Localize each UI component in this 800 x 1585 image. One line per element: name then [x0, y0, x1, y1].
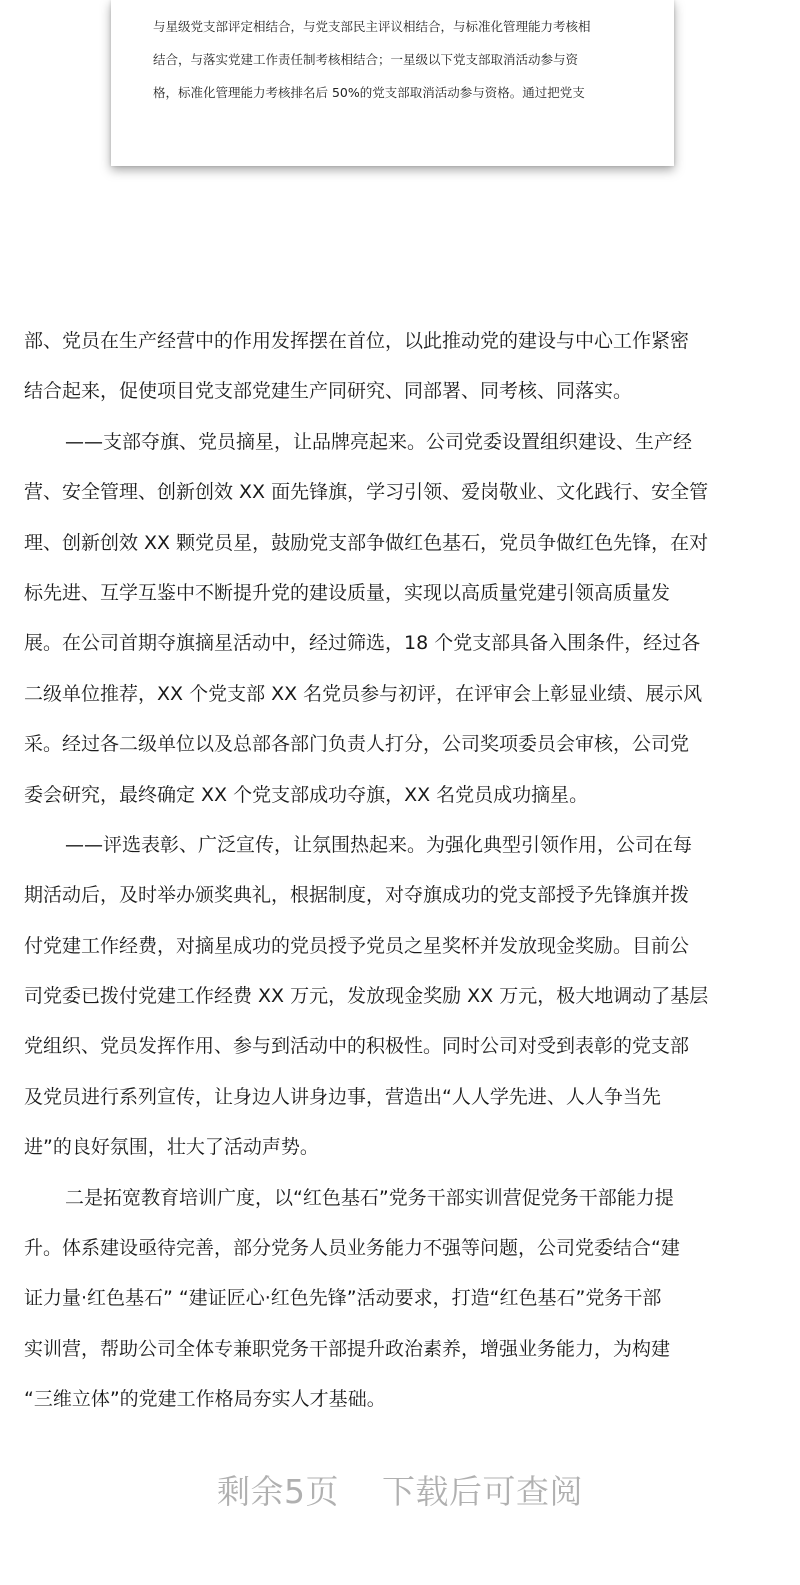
document-line: 及党员进行系列宣传，让身边人讲身边事，营造出“人人学先进、人人争当先 — [24, 1085, 661, 1108]
document-line: 实训营，帮助公司全体专兼职党务干部提升政治素养，增强业务能力，为构建 — [24, 1337, 671, 1360]
document-line: 理、创新创效 XX 颗党员星，鼓励党支部争做红色基石，党员争做红色先锋，在对 — [24, 531, 709, 554]
document-line: 党组织、党员发挥作用、参与到活动中的积极性。同时公司对受到表彰的党支部 — [24, 1035, 690, 1058]
download-to-view-label: 下载后可查阅 — [382, 1472, 583, 1511]
preview-line: 结合，与落实党建工作责任制考核相结合；一星级以下党支部取消活动参与资 — [153, 52, 579, 67]
document-line: 委会研究，最终确定 XX 个党支部成功夺旗，XX 名党员成功摘星。 — [24, 783, 589, 806]
download-prompt[interactable] — [0, 1466, 800, 1513]
document-body — [24, 316, 776, 1425]
preview-line: 与星级党支部评定相结合，与党支部民主评议相结合，与标准化管理能力考核相 — [153, 19, 591, 34]
preview-text — [153, 10, 639, 109]
document-line: 结合起来，促使项目党支部党建生产同研究、同部署、同考核、同落实。 — [24, 380, 633, 403]
document-line: 二是拓宽教育培训广度，以“红色基石”党务干部实训营促党务干部能力提 — [65, 1186, 674, 1209]
remaining-pages-label: 剩余5页 — [217, 1472, 339, 1511]
document-line: ——支部夺旗、党员摘星，让品牌亮起来。公司党委设置组织建设、生产经 — [65, 430, 693, 453]
document-line: 证力量·红色基石” “建证匠心·红色先锋”活动要求，打造“红色基石”党务干部 — [24, 1287, 662, 1310]
document-line: 采。经过各二级单位以及总部各部门负责人打分，公司奖项委员会审核，公司党 — [24, 733, 690, 756]
document-line: 标先进、互学互鉴中不断提升党的建设质量，实现以高质量党建引领高质量发 — [24, 581, 671, 604]
preview-page-card — [111, 0, 674, 166]
preview-line: 格，标准化管理能力考核排名后 50%的党支部取消活动参与资格。通过把党支 — [153, 85, 585, 100]
document-line: 升。体系建设亟待完善，部分党务人员业务能力不强等问题，公司党委结合“建 — [24, 1237, 680, 1260]
document-line: 二级单位推荐，XX 个党支部 XX 名党员参与初评，在评审会上彰显业绩、展示风 — [24, 682, 703, 705]
document-line: 部、党员在生产经营中的作用发挥摆在首位，以此推动党的建设与中心工作紧密 — [24, 330, 690, 352]
document-line: 进”的良好氛围，壮大了活动声势。 — [24, 1136, 319, 1159]
document-line: “三维立体”的党建工作格局夯实人才基础。 — [24, 1388, 386, 1411]
document-line: ——评选表彰、广泛宣传，让氛围热起来。为强化典型引领作用，公司在每 — [65, 833, 693, 856]
document-line: 司党委已拨付党建工作经费 XX 万元，发放现金奖励 XX 万元，极大地调动了基层 — [24, 985, 709, 1008]
document-line: 营、安全管理、创新创效 XX 面先锋旗，学习引领、爱岗敬业、文化践行、安全管 — [24, 481, 709, 504]
document-line: 期活动后，及时举办颁奖典礼，根据制度，对夺旗成功的党支部授予先锋旗并拨 — [24, 884, 690, 907]
document-line: 展。在公司首期夺旗摘星活动中，经过筛选，18 个党支部具备入围条件，经过各 — [24, 632, 701, 655]
document-line: 付党建工作经费，对摘星成功的党员授予党员之星奖杯并发放现金奖励。目前公 — [24, 934, 690, 957]
